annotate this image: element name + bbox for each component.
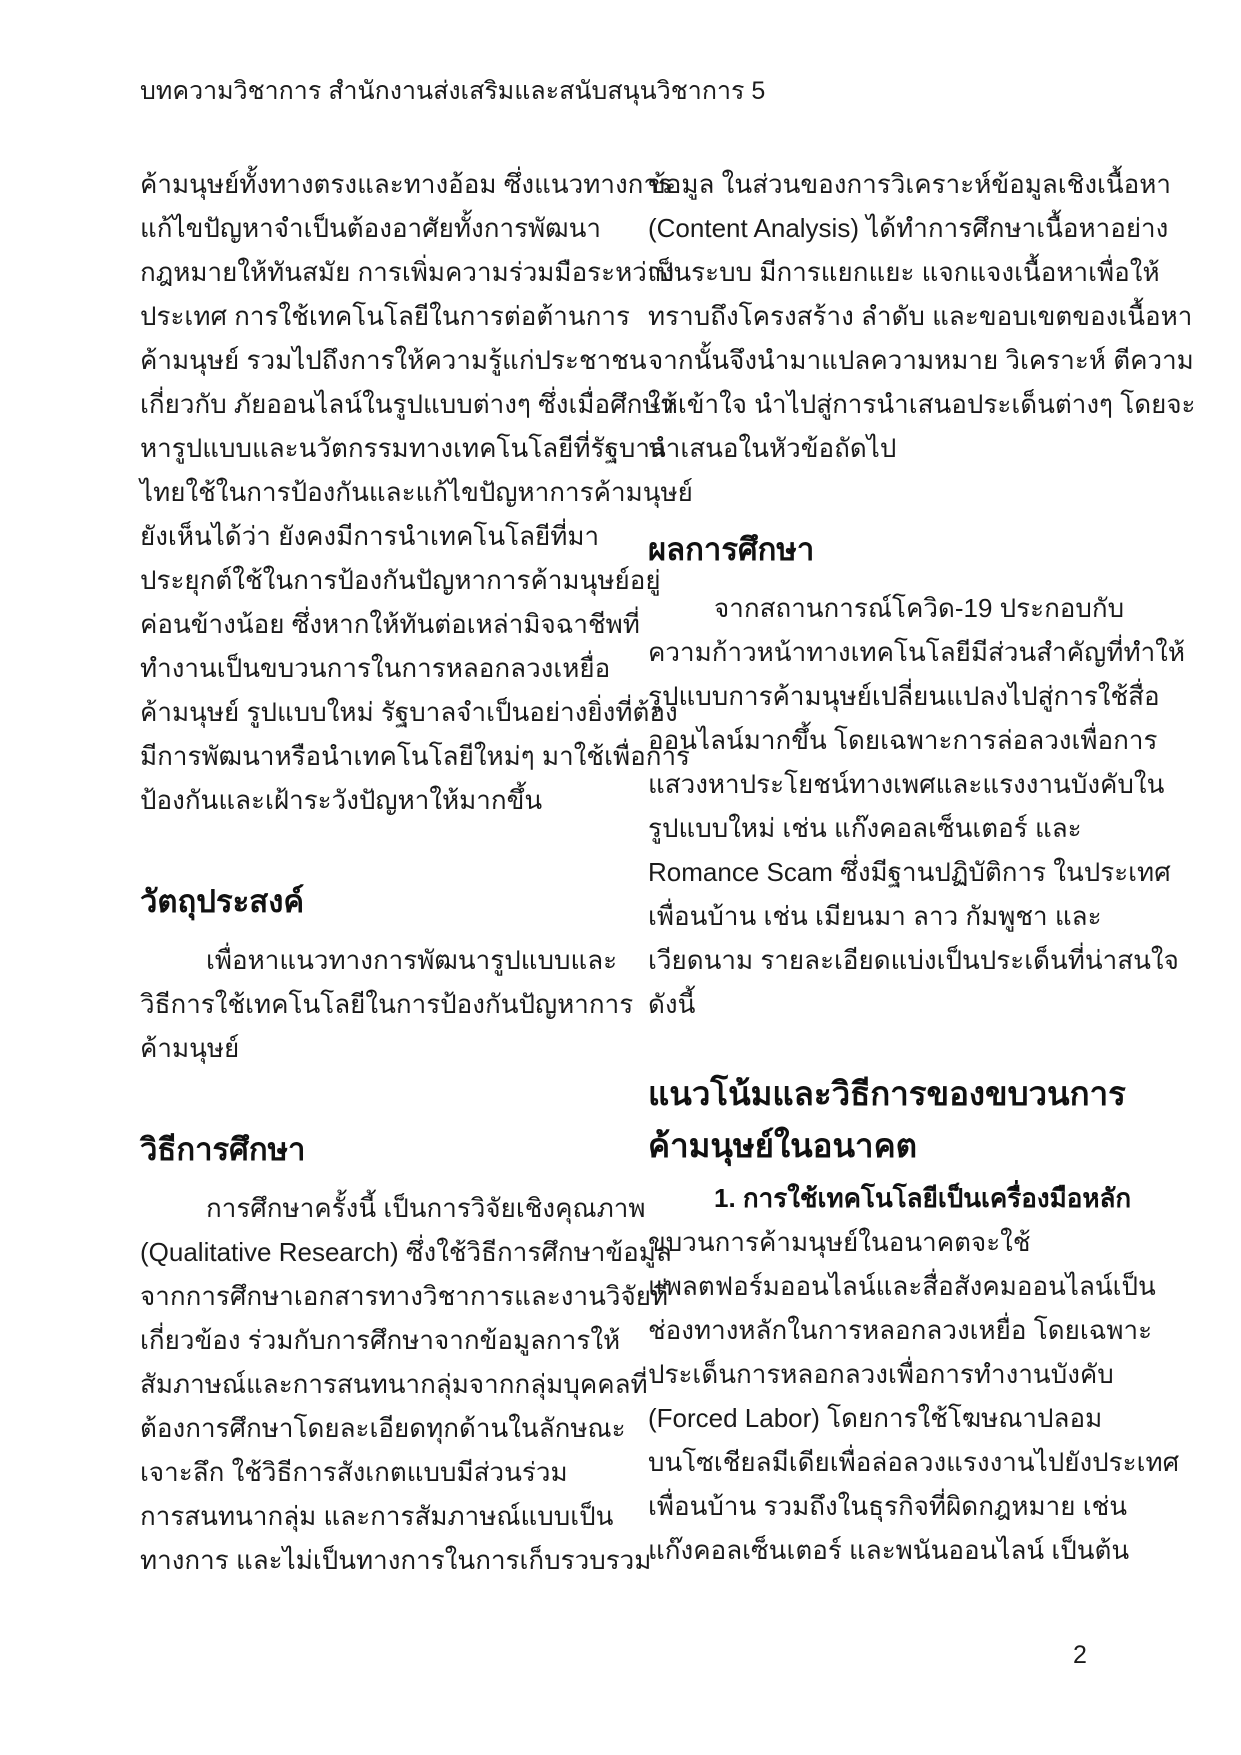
text-line: กฎหมายให้ทันสมัย การเพิ่มความร่วมมือระหว่าง xyxy=(140,257,675,287)
text-line: ไทยใช้ในการป้องกันและแก้ไขปัญหาการค้ามนุษย์ xyxy=(140,477,693,507)
text-line: บนโซเชียลมีเดียเพื่อล่อลวงแรงงานไปยังประเทศ xyxy=(648,1447,1180,1477)
text-line: มีการพัฒนาหรือนำเทคโนโลยีใหม่ๆ มาใช้เพื่อการ xyxy=(140,741,691,771)
text-line: แก้ไขปัญหาจำเป็นต้องอาศัยทั้งการพัฒนา xyxy=(140,213,602,243)
text-line: ค้ามนุษย์ รวมไปถึงการให้ความรู้แก่ประชาชน xyxy=(140,345,647,375)
text-line: การศึกษาครั้งนี้ เป็นการวิจัยเชิงคุณภาพ xyxy=(206,1193,646,1223)
text-line: ขบวนการค้ามนุษย์ในอนาคตจะใช้ xyxy=(648,1227,1031,1257)
text-line: หารูปแบบและนวัตกรรมทางเทคโนโลยีที่รัฐบาล xyxy=(140,433,666,463)
text-line: การสนทนากลุ่ม และการสัมภาษณ์แบบเป็น xyxy=(140,1501,614,1531)
trends-subheading: 1. การใช้เทคโนโลยีเป็นเครื่องมือหลัก xyxy=(714,1183,1132,1213)
text-line: จากนั้นจึงนำมาแปลความหมาย วิเคราะห์ ตีความ xyxy=(648,345,1194,375)
text-line: เวียดนาม รายละเอียดแบ่งเป็นประเด็นที่น่าสนใจ xyxy=(648,945,1179,975)
objective-heading: วัตถุประสงค์ xyxy=(140,884,305,919)
text-line: ประเด็นการหลอกลวงเพื่อการทำงานบังคับ xyxy=(648,1359,1114,1389)
text-line: จากสถานการณ์โควิด-19 ประกอบกับ xyxy=(714,593,1125,623)
text-line: ให้เข้าใจ นำไปสู่การนำเสนอประเด็นต่างๆ โดยจะ xyxy=(648,389,1196,419)
text-line: ทางการ และไม่เป็นทางการในการเก็บรวบรวม xyxy=(140,1545,652,1575)
text-line: จากการศึกษาเอกสารทางวิชาการและงานวิจัยที่ xyxy=(140,1281,669,1311)
analysis-continuation-paragraph xyxy=(648,162,1196,470)
text-line: รูปแบบการค้ามนุษย์เปลี่ยนแปลงไปสู่การใช้สื่อ xyxy=(648,681,1160,711)
trends-paragraph xyxy=(648,1220,1180,1572)
text-line: เจาะลึก ใช้วิธีการสังเกตแบบมีส่วนร่วม xyxy=(140,1457,568,1487)
text-line: ประเทศ การใช้เทคโนโลยีในการต่อต้านการ xyxy=(140,301,630,331)
text-line: ความก้าวหน้าทางเทคโนโลยีมีส่วนสำคัญที่ทำให้ xyxy=(648,637,1186,667)
text-line: Romance Scam ซึ่งมีฐานปฏิบัติการ ในประเทศ xyxy=(648,857,1171,887)
text-line: ทำงานเป็นขบวนการในการหลอกลวงเหยื่อ xyxy=(140,653,611,683)
text-line: ช่องทางหลักในการหลอกลวงเหยื่อ โดยเฉพาะ xyxy=(648,1315,1153,1345)
text-line: ค้ามนุษย์ รูปแบบใหม่ รัฐบาลจำเป็นอย่างยิ่งที่ต้อง xyxy=(140,697,678,727)
text-line: (Content Analysis) ได้ทำการศึกษาเนื้อหาอย่าง xyxy=(648,213,1169,243)
text-line: ดังนี้ xyxy=(648,989,696,1019)
text-line: ต้องการศึกษาโดยละเอียดทุกด้านในลักษณะ xyxy=(140,1413,626,1443)
text-line: เพื่อนบ้าน เช่น เมียนมา ลาว กัมพูชา และ xyxy=(648,901,1102,931)
text-line: สัมภาษณ์และการสนทนากลุ่มจากกลุ่มบุคคลที่ xyxy=(140,1369,648,1399)
text-line: ค้ามนุษย์ xyxy=(140,1033,240,1063)
text-line: วิธีการใช้เทคโนโลยีในการป้องกันปัญหาการ xyxy=(140,989,634,1019)
text-line: แพลตฟอร์มออนไลน์และสื่อสังคมออนไลน์เป็น xyxy=(648,1271,1156,1301)
results-paragraph xyxy=(648,586,1186,1026)
method-paragraph xyxy=(140,1186,672,1582)
text-line: แนวโน้มและวิธีการของขบวนการ xyxy=(648,1075,1126,1112)
text-line: เกี่ยวข้อง ร่วมกับการศึกษาจากข้อมูลการให้ xyxy=(140,1325,621,1355)
right-column xyxy=(648,162,1196,1572)
text-line: เพื่อนบ้าน รวมถึงในธุรกิจที่ผิดกฎหมาย เช่น xyxy=(648,1491,1128,1521)
text-line: ทราบถึงโครงสร้าง ลำดับ และขอบเขตของเนื้อหา xyxy=(648,301,1193,331)
page-number: 2 xyxy=(1073,1641,1087,1669)
trends-heading xyxy=(648,1068,1126,1172)
text-line: ค่อนข้างน้อย ซึ่งหากให้ทันต่อเหล่ามิจฉาชีพที่ xyxy=(140,609,640,639)
text-line: แสวงหาประโยชน์ทางเพศและแรงงานบังคับใน xyxy=(648,769,1165,799)
method-heading: วิธีการศึกษา xyxy=(140,1132,306,1167)
running-header: บทความวิชาการ สำนักงานส่งเสริมและสนับสนุนวิชาการ 5 xyxy=(140,77,766,105)
text-line: (Forced Labor) โดยการใช้โฆษณาปลอม xyxy=(648,1403,1103,1433)
text-line: ประยุกต์ใช้ในการป้องกันปัญหาการค้ามนุษย์อยู่ xyxy=(140,565,661,595)
text-line: ค้ามนุษย์ทั้งทางตรงและทางอ้อม ซึ่งแนวทางการ xyxy=(140,169,672,199)
text-line: ข้อมูล ในส่วนของการวิเคราะห์ข้อมูลเชิงเนื้อหา xyxy=(648,169,1172,199)
text-line: แก๊งคอลเซ็นเตอร์ และพนันออนไลน์ เป็นต้น xyxy=(648,1535,1130,1565)
text-line: เพื่อหาแนวทางการพัฒนารูปแบบและ xyxy=(206,945,618,975)
intro-paragraph xyxy=(140,162,693,822)
text-line: ยังเห็นได้ว่า ยังคงมีการนำเทคโนโลยีที่มา xyxy=(140,521,600,551)
text-line: เกี่ยวกับ ภัยออนไลน์ในรูปแบบต่างๆ ซึ่งเมื่อศึกษา xyxy=(140,389,675,419)
text-line: รูปแบบใหม่ เช่น แก๊งคอลเซ็นเตอร์ และ xyxy=(648,813,1082,843)
text-line: เป็นระบบ มีการแยกแยะ แจกแจงเนื้อหาเพื่อให้ xyxy=(648,257,1160,287)
objective-paragraph xyxy=(140,938,634,1070)
text-line: ป้องกันและเฝ้าระวังปัญหาให้มากขึ้น xyxy=(140,785,543,815)
results-heading: ผลการศึกษา xyxy=(648,532,815,567)
text-line: นำเสนอในหัวข้อถัดไป xyxy=(648,433,897,463)
text-line: (Qualitative Research) ซึ่งใช้วิธีการศึกษาข้อมูล xyxy=(140,1237,672,1267)
text-line: ค้ามนุษย์ในอนาคต xyxy=(648,1127,918,1164)
text-line: ออนไลน์มากขึ้น โดยเฉพาะการล่อลวงเพื่อการ xyxy=(648,725,1158,755)
